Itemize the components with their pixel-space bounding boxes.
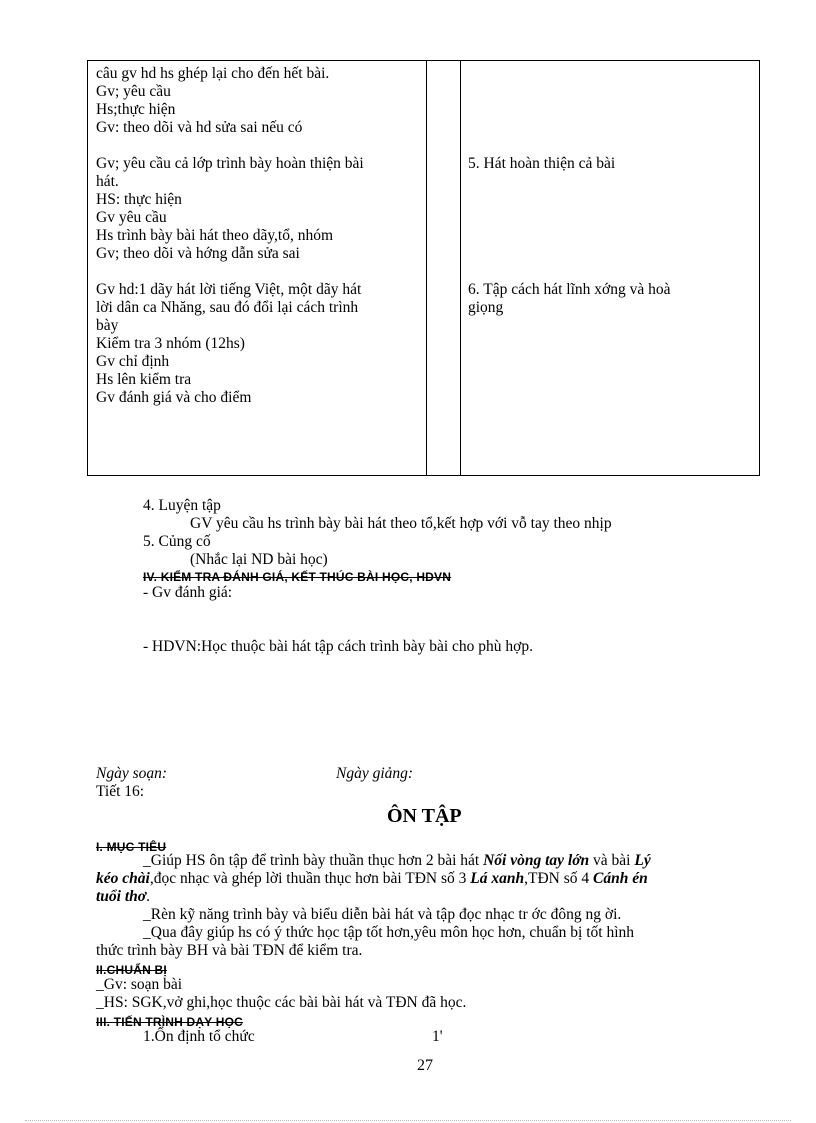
heading-i: I. MỤC TIÊU bbox=[96, 840, 167, 854]
item-6-line2: giọng bbox=[468, 299, 504, 316]
table-line: Hs;thực hiện bbox=[96, 101, 176, 118]
heading-iii: III. TIẾN TRÌNH DẠY HỌC bbox=[96, 1015, 244, 1029]
section4-title: 4. Luyện tập bbox=[143, 497, 221, 514]
page-number: 27 bbox=[417, 1057, 433, 1074]
table-line: Gv yêu cầu bbox=[96, 209, 167, 226]
section5-text: (Nhắc lại ND bài học) bbox=[190, 551, 328, 568]
time-marker: 1' bbox=[432, 1028, 443, 1045]
table-line: Gv hd:1 dãy hát lời tiếng Việt, một dãy hát bbox=[96, 281, 362, 298]
table-right-item-6 bbox=[468, 281, 748, 317]
song-canh-en-b: tuổi thơ bbox=[96, 888, 147, 905]
tiet-number: Tiết 16: bbox=[96, 783, 145, 800]
p1-text-c: ,đọc nhạc và ghép lời thuần thục hơn bài TĐN số 3 bbox=[149, 870, 471, 887]
chuan-bi-gv: _Gv: soạn bài bbox=[96, 976, 183, 993]
lesson-table bbox=[87, 60, 760, 476]
song-la-xanh: Lá xanh bbox=[470, 870, 525, 887]
song-canh-en-a: Cánh én bbox=[593, 870, 648, 887]
ngay-soan: Ngày soạn: bbox=[96, 765, 168, 782]
hdvn-text: - HDVN:Học thuộc bài hát tập cách trình bày bài cho phù hợp. bbox=[143, 638, 533, 655]
table-line: Gv; yêu cầu cả lớp trình bày hoàn thiện bài bbox=[96, 155, 364, 172]
song-ly-keo-chai-b: kéo chài bbox=[96, 870, 150, 887]
table-line bbox=[96, 137, 426, 155]
song-noi-vong-tay-lon: Nối vòng tay lớn bbox=[483, 852, 590, 869]
muc-tieu-p1-line3 bbox=[96, 888, 150, 906]
muc-tieu-p1-line2 bbox=[96, 870, 648, 888]
muc-tieu-p2: _Rèn kỹ năng trình bày và biểu diễn bài hát và tập đọc nhạc tr ớc đông ng ời. bbox=[143, 906, 622, 923]
on-dinh: 1.Ổn định tổ chức bbox=[143, 1028, 255, 1045]
gv-danh-gia: - Gv đánh giá: bbox=[143, 584, 233, 601]
item-6-line1: 6. Tập cách hát lĩnh xớng và hoà bbox=[468, 281, 671, 298]
heading-ii: II.CHUẨN BỊ bbox=[96, 963, 167, 977]
table-line: hát. bbox=[96, 173, 119, 190]
muc-tieu-p1-line1 bbox=[143, 852, 651, 870]
ngay-giang: Ngày giảng: bbox=[336, 765, 414, 782]
muc-tieu-p3-line2: thức trình bày BH và bài TĐN để kiểm tra. bbox=[96, 942, 363, 959]
heading-iv: IV. KIỂM TRA ĐÁNH GIÁ, KẾT THÚC BÀI HỌC, HDVN bbox=[143, 570, 452, 584]
table-line: Gv chỉ định bbox=[96, 353, 170, 370]
table-line: lời dân ca Nhăng, sau đó đổi lại cách trình bbox=[96, 299, 359, 316]
table-line: Kiểm tra 3 nhóm (12hs) bbox=[96, 335, 245, 352]
table-line: Gv; theo dõi và hớng dẫn sửa sai bbox=[96, 245, 300, 262]
page-title: ÔN TẬP bbox=[387, 805, 462, 827]
table-line: câu gv hd hs ghép lại cho đến hết bài. bbox=[96, 65, 330, 82]
table-line: HS: thực hiện bbox=[96, 191, 182, 208]
table-line: Gv; yêu cầu bbox=[96, 83, 171, 100]
p1-end: . bbox=[146, 888, 150, 905]
table-left-column bbox=[96, 65, 426, 407]
table-right-item-5: 5. Hát hoàn thiện cả bài bbox=[468, 155, 616, 172]
table-line: Gv: theo dõi và hd sửa sai nếu có bbox=[96, 119, 303, 136]
table-line: bày bbox=[96, 317, 119, 334]
chuan-bi-hs: _HS: SGK,vở ghi,học thuộc các bài bài hát và TĐN đã học. bbox=[96, 994, 467, 1011]
p1-text-b: và bài bbox=[589, 852, 635, 869]
table-line: Gv đánh giá và cho điểm bbox=[96, 389, 252, 406]
p1-text-a: _Giúp HS ôn tập để trình bày thuần thục hơn 2 bài hát bbox=[143, 852, 484, 869]
table-divider-2 bbox=[460, 61, 461, 475]
table-divider-1 bbox=[426, 61, 427, 475]
section5-title: 5. Củng cố bbox=[143, 533, 211, 550]
song-ly-keo-chai-a: Lý bbox=[634, 852, 651, 869]
section4-text: GV yêu cầu hs trình bày bài hát theo tổ,kết hợp với vỗ tay theo nhịp bbox=[190, 515, 612, 532]
table-line: Hs lên kiểm tra bbox=[96, 371, 192, 388]
page-bottom-border bbox=[25, 1120, 791, 1121]
muc-tieu-p3-line1: _Qua đây giúp hs có ý thức học tập tốt hơn,yêu môn học hơn, chuẩn bị tốt hình bbox=[143, 924, 635, 941]
table-line: Hs trình bày bài hát theo dãy,tổ, nhóm bbox=[96, 227, 334, 244]
p1-text-d: ,TĐN số 4 bbox=[524, 870, 593, 887]
table-line bbox=[96, 263, 426, 281]
